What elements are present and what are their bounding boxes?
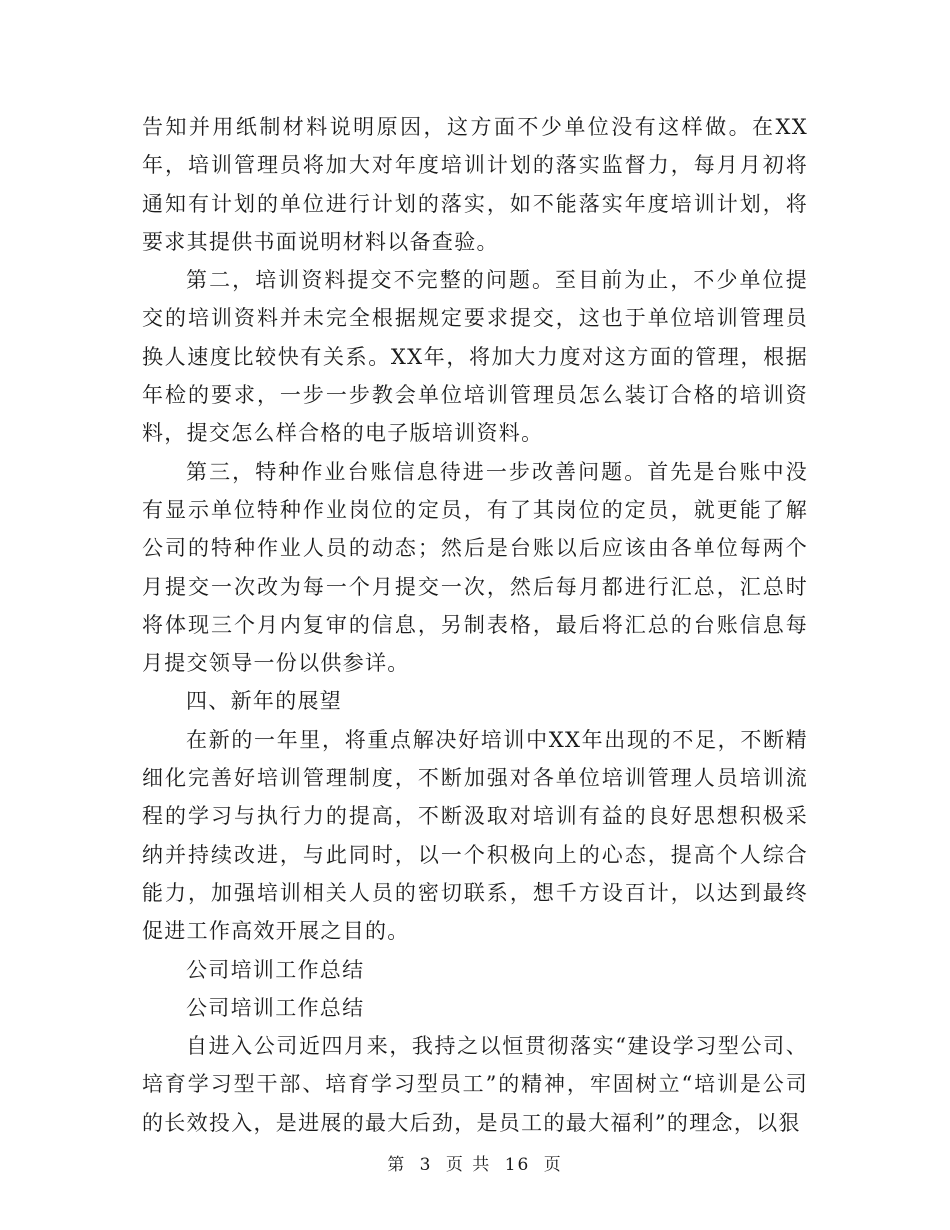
footer-suffix: 页 bbox=[543, 1155, 563, 1175]
footer-total-pages: 16 bbox=[504, 1155, 531, 1175]
document-subtitle: 公司培训工作总结 bbox=[186, 995, 365, 1020]
footer-middle: 页 共 bbox=[445, 1155, 492, 1175]
document-body bbox=[142, 108, 808, 1142]
paragraph-intro: 自进入公司近四月来，我持之以恒贯彻落实“建设学习型公司、培育学习型干部、培育学习型员工”的精神，牢固树立“培训是公司的长效投入，是进展的最大后劲，是员工的最大福利”的理念，以狠 bbox=[142, 1034, 808, 1135]
section-heading-outlook: 四、新年的展望 bbox=[186, 689, 343, 714]
paragraph-continuation: 告知并用纸制材料说明原因，这方面不少单位没有这样做。在XX年，培训管理员将加大对年度培训计划的落实监督力，每月月初将通知有计划的单位进行计划的落实，如不能落实年度培训计划，将要求其提供书面说明材料以备查验。 bbox=[142, 115, 808, 254]
document-title: 公司培训工作总结 bbox=[186, 957, 365, 982]
footer-page-number: 3 bbox=[419, 1155, 433, 1175]
footer-prefix: 第 bbox=[387, 1155, 407, 1175]
paragraph-second-issue: 第二，培训资料提交不完整的问题。至目前为止，不少单位提交的培训资料并未完全根据规定要求提交，这也于单位培训管理员换人速度比较快有关系。XX年，将加大力度对这方面的管理，根据年检的要求，一步一步教会单位培训管理员怎么装订合格的培训资料，提交怎么样合格的电子版培训资料。 bbox=[142, 268, 808, 446]
paragraph-third-issue: 第三，特种作业台账信息待进一步改善问题。首先是台账中没有显示单位特种作业岗位的定员，有了其岗位的定员，就更能了解公司的特种作业人员的动态；然后是台账以后应该由各单位每两个月提交一次改为每一个月提交一次，然后每月都进行汇总，汇总时将体现三个月内复审的信息，另制表格，最后将汇总的台账信息每月提交领导一份以供参详。 bbox=[142, 459, 808, 676]
paragraph-outlook: 在新的一年里，将重点解决好培训中XX年出现的不足，不断精细化完善好培训管理制度，不断加强对各单位培训管理人员培训流程的学习与执行力的提高，不断汲取对培训有益的良好思想积极采纳并持续改进，与此同时，以一个积极向上的心态，提高个人综合能力，加强培训相关人员的密切联系，想千方设百计，以达到最终促进工作高效开展之目的。 bbox=[142, 727, 808, 944]
page-footer bbox=[0, 1150, 950, 1175]
